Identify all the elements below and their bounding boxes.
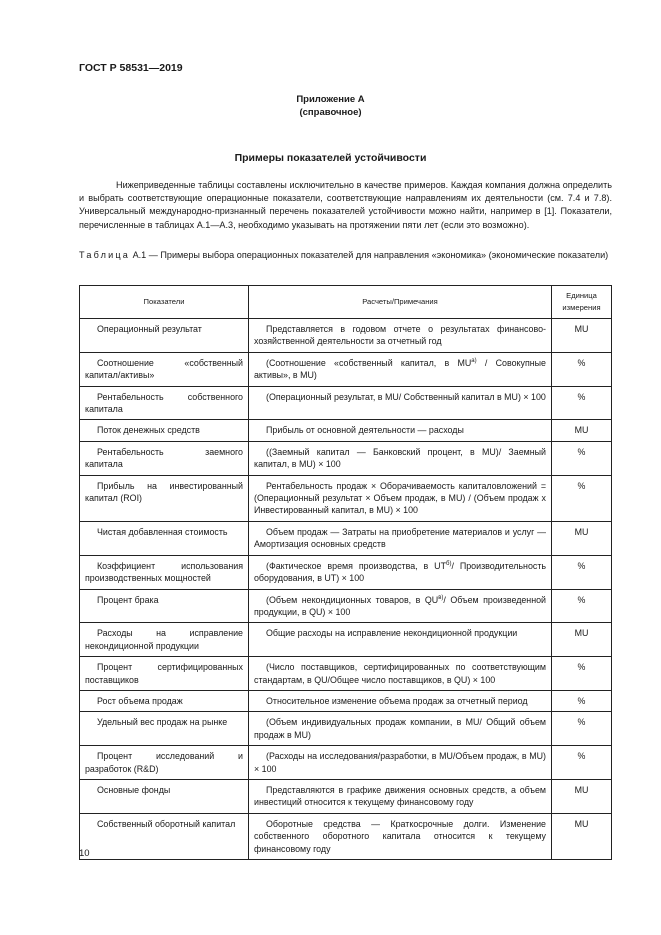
indicator-cell: Рост объема продаж	[80, 690, 249, 711]
header-unit: Единица измерения	[552, 286, 612, 319]
section-title: Примеры показателей устойчивости	[234, 152, 427, 164]
document-id: ГОСТ Р 58531—2019	[79, 62, 183, 74]
table-header-row	[80, 286, 612, 319]
unit-cell: %	[552, 555, 612, 589]
table-row	[80, 555, 612, 589]
indicator-cell: Коэффициент использования производственных мощностей	[80, 555, 249, 589]
calc-cell: (Операционный результат, в MU/ Собственный капитал в MU) × 100	[249, 386, 552, 420]
table-row	[80, 441, 612, 475]
calc-cell	[249, 352, 552, 386]
indicator-cell: Соотношение «собственный капитал/активы»	[80, 352, 249, 386]
calc-text: / Производительность оборудования, в UT) × 100	[254, 560, 547, 584]
intro-text: Нижеприведенные таблицы составлены исключительно в качестве примеров. Каждая компания должна определить и выбрать соответствующие операционные показатели, соответствующие направлениям их деятельности (см. 7.4 и 7.8). Универсальный международно-признанный перечень показателей устойчивости можно найти, например в [1]. Показатели, перечисленные в таблицах А.1—А.3, необходимо указывать на протяжении пяти лет (если это возможно).	[79, 180, 612, 230]
table-body	[80, 319, 612, 860]
indicator-cell: Процент сертифицированных поставщиков	[80, 657, 249, 691]
table-row	[80, 352, 612, 386]
annex-heading	[0, 93, 661, 119]
calc-text: / Совокупные активы», в MU)	[254, 357, 546, 381]
table-row	[80, 712, 612, 746]
unit-cell: %	[552, 690, 612, 711]
indicator-cell: Основные фонды	[80, 779, 249, 813]
calc-cell	[249, 555, 552, 589]
unit-cell: %	[552, 746, 612, 780]
caption-text: А.1 — Примеры выбора операционных показателей для направления «экономика» (экономические показатели)	[130, 250, 609, 260]
calc-cell: Прибыль от основной деятельности — расходы	[249, 420, 552, 441]
calc-cell: ((Заемный капитал — Банковский процент, в MU)/ Заемный капитал, в MU) × 100	[249, 441, 552, 475]
indicators-table	[79, 285, 612, 860]
unit-cell: MU	[552, 521, 612, 555]
header-indicator: Показатели	[80, 286, 249, 319]
unit-cell: %	[552, 589, 612, 623]
annex-title: Приложение А	[296, 94, 365, 105]
page-number: 10	[79, 848, 90, 859]
unit-cell: MU	[552, 623, 612, 657]
indicator-cell: Удельный вес продаж на рынке	[80, 712, 249, 746]
indicator-cell: Операционный результат	[80, 319, 249, 353]
indicator-cell: Рентабельность собственного капитала	[80, 386, 249, 420]
unit-cell: %	[552, 386, 612, 420]
indicator-cell: Расходы на исправление некондиционной продукции	[80, 623, 249, 657]
unit-cell: %	[552, 352, 612, 386]
table-row	[80, 657, 612, 691]
table-row	[80, 623, 612, 657]
table-row	[80, 690, 612, 711]
indicator-cell: Процент брака	[80, 589, 249, 623]
calc-cell: Объем продаж — Затраты на приобретение материалов и услуг — Амортизация основных средств	[249, 521, 552, 555]
unit-cell: %	[552, 475, 612, 521]
calc-cell: Общие расходы на исправление некондиционной продукции	[249, 623, 552, 657]
calc-text: / Объем произведенной продукции, в QU) × 100	[254, 594, 547, 617]
calc-cell: Представляется в годовом отчете о результатах финансово-хозяйственной деятельности за отчетный год	[249, 319, 552, 353]
table-row	[80, 319, 612, 353]
unit-cell: MU	[552, 813, 612, 859]
calc-cell: Относительное изменение объема продаж за отчетный период	[249, 690, 552, 711]
caption-label: Таблица	[79, 250, 131, 260]
table-row	[80, 779, 612, 813]
indicator-cell: Собственный оборотный капитал	[80, 813, 249, 859]
header-calc: Расчеты/Примечания	[249, 286, 552, 319]
table-row	[80, 746, 612, 780]
annex-subtitle: (справочное)	[299, 107, 362, 118]
calc-text: (Объем некондиционных товаров, в QU	[266, 594, 439, 605]
calc-cell: Рентабельность продаж × Оборачиваемость капиталовложений = (Операционный результат × Объем продаж, в MU) / (Объем продаж x Инвестированный капитал, в MU) × 100	[249, 475, 552, 521]
unit-cell: MU	[552, 420, 612, 441]
unit-cell: %	[552, 657, 612, 691]
indicator-cell: Чистая добавленная стоимость	[80, 521, 249, 555]
indicator-cell: Рентабельность заемного капитала	[80, 441, 249, 475]
calc-cell	[249, 589, 552, 623]
indicator-cell: Прибыль на инвестированный капитал (ROI)	[80, 475, 249, 521]
footnote-ref: б)	[446, 560, 452, 567]
calc-text: (Соотношение «собственный капитал, в MU	[266, 357, 472, 368]
table-row	[80, 386, 612, 420]
table-caption	[79, 249, 612, 262]
table-row	[80, 521, 612, 555]
indicator-cell: Процент исследований и разработок (R&D)	[80, 746, 249, 780]
calc-text: (Фактическое время производства, в UT	[266, 560, 447, 571]
table-row	[80, 475, 612, 521]
unit-cell: %	[552, 441, 612, 475]
intro-paragraph	[79, 179, 612, 232]
calc-cell: (Объем индивидуальных продаж компании, в MU/ Общий объем продаж в MU)	[249, 712, 552, 746]
table-row	[80, 813, 612, 859]
calc-cell: (Число поставщиков, сертифицированных по соответствующим стандартам, в QU/Общее число поставщиков, в QU) × 100	[249, 657, 552, 691]
unit-cell: MU	[552, 319, 612, 353]
footnote-ref: в)	[438, 594, 444, 601]
table-row	[80, 589, 612, 623]
calc-cell: (Расходы на исследования/разработки, в MU/Объем продаж, в MU) × 100	[249, 746, 552, 780]
table-row	[80, 420, 612, 441]
indicator-cell: Поток денежных средств	[80, 420, 249, 441]
calc-cell: Представляются в графике движения основных средств, а объем инвестиций относится к текущему финансовому году	[249, 779, 552, 813]
unit-cell: %	[552, 712, 612, 746]
unit-cell: MU	[552, 779, 612, 813]
calc-cell: Оборотные средства — Краткосрочные долги. Изменение собственного оборотного капитала относится к текущему финансовому году	[249, 813, 552, 859]
footnote-ref: а)	[471, 357, 477, 364]
